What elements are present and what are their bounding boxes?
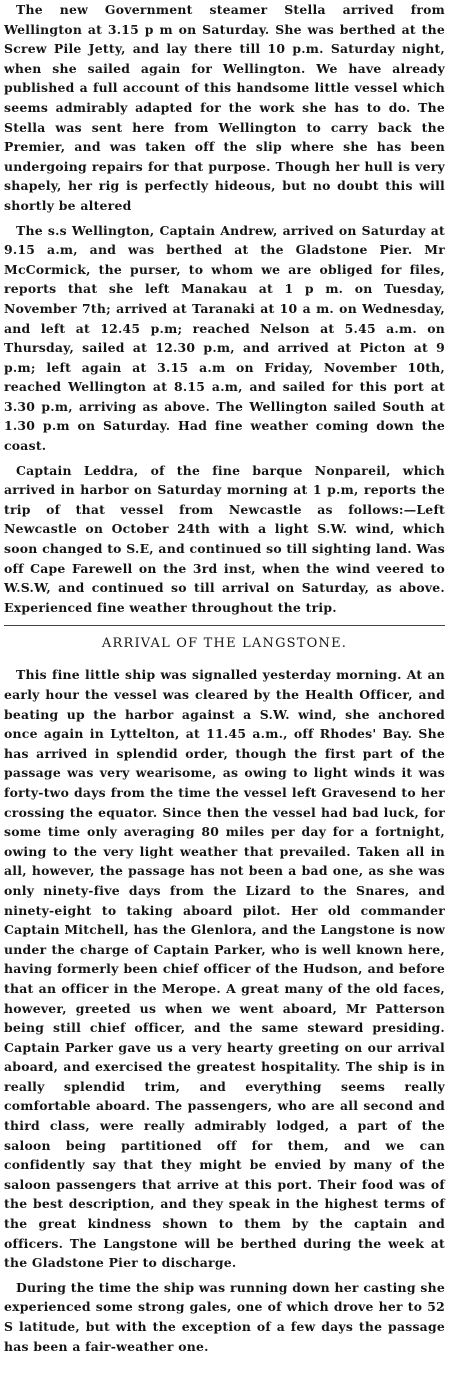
stella-arrival-paragraph: The new Government steamer Stella arrived from Wellington at 3.15 p m on Saturday. She was berthed at the Screw Pile Jetty, and lay there till 10 p.m. Saturday night, when she sailed again for Wellington. We have already published a full account of this handsome little vessel which seems admirably adapted for the work she has to do. The Stella was sent here from Wellington to carry back the Premier, and was taken off the slip where she has been undergoing repairs for that purpose. Though her hull is very shapely, her rig is perfectly hideous, but no doubt this will shortly be altered [4, 2, 445, 213]
nonpareil-arrival-paragraph: Captain Leddra, of the fine barque Nonpareil, which arrived in harbor on Saturday morning at 1 p.m, reports the trip of that vessel from Newcastle as follows:—Left Newcastle on October 24th with a light S.W. wind, which soon changed to S.E, and continued so till sighting land. Was off Cape Farewell on the 3rd inst, when the wind veered to W.S.W, and continued so till arrival on Saturday, as above. Experienced fine weather throughout the trip. [4, 462, 445, 615]
langstone-article [4, 625, 445, 1356]
langstone-paragraph: During the time the ship was running down her casting she experienced some strong gales, one of which drove her to 52 S latitude, but with the exception of a few days the passage has been a fair-weather one. [4, 1279, 445, 1354]
shipping-news-section [4, 0, 445, 617]
langstone-paragraph: This fine little ship was signalled yesterday morning. At an early hour the vessel was cleared by the Health Officer, and beating up the harbor against a S.W. wind, she anchored once again in Lyttelton, at 11.45 a.m., off Rhodes' Bay. She has arrived in splendid order, though the first part of the passage was very wearisome, as owing to light winds it was forty-two days from the time the vessel left Gravesend to her crossing the equator. Since then the vessel had bad luck, for some time only averaging 80 miles per day for a fortnight, owing to the very light weather that prevailed. Taken all in all, however, the passage has not been a bad one, as she was only ninety-five days from the Lizard to the Snares, and ninety-eight to taking aboard pilot. Her old commander Captain Mitchell, has the Glenlora, and the Langstone is now under the charge of Captain Parker, who is well known here, having formerly been chief officer of the Hudson, and before that an officer in the Merope. A great many of the old faces, however, greeted us when we went aboard, Mr Patterson being still chief officer, and the same steward presiding. Captain Parker gave us a very hearty greeting on our arrival aboard, and exercised the greatest hospitality. The ship is in really splendid trim, and everything seems really comfortable aboard. The passengers, who are all second and third class, were really admirably lodged, a part of the saloon being partitioned off for them, and we can confidently say that they might be envied by many of the saloon passengers that arrive at this port. Their food was of the best description, and they speak in the highest terms of the great kindness shown to them by the captain and officers. The Langstone will be berthed during the week at the Gladstone Pier to discharge. [4, 667, 446, 1271]
wellington-arrival-paragraph: The s.s Wellington, Captain Andrew, arrived on Saturday at 9.15 a.m, and was berthed at the Gladstone Pier. Mr McCormick, the purser, to whom we are obliged for files, reports that she left Manakau at 1 p m. on Tuesday, November 7th; arrived at Taranaki at 10 a m. on Wednesday, and left at 12.45 p.m; reached Nelson at 5.45 a.m. on Thursday, sailed at 12.30 p.m, and arrived at Picton at 9 p.m; left again at 3.15 a.m on Friday, November 10th, reached Wellington at 8.15 a.m, and sailed for this port at 3.30 p.m, arriving as above. The Wellington sailed South at 1.30 p.m on Saturday. Had fine weather coming down the coast. [4, 222, 445, 454]
news-column [4, 0, 445, 1356]
article-headline: ARRIVAL OF THE LANGSTONE. [4, 625, 445, 653]
